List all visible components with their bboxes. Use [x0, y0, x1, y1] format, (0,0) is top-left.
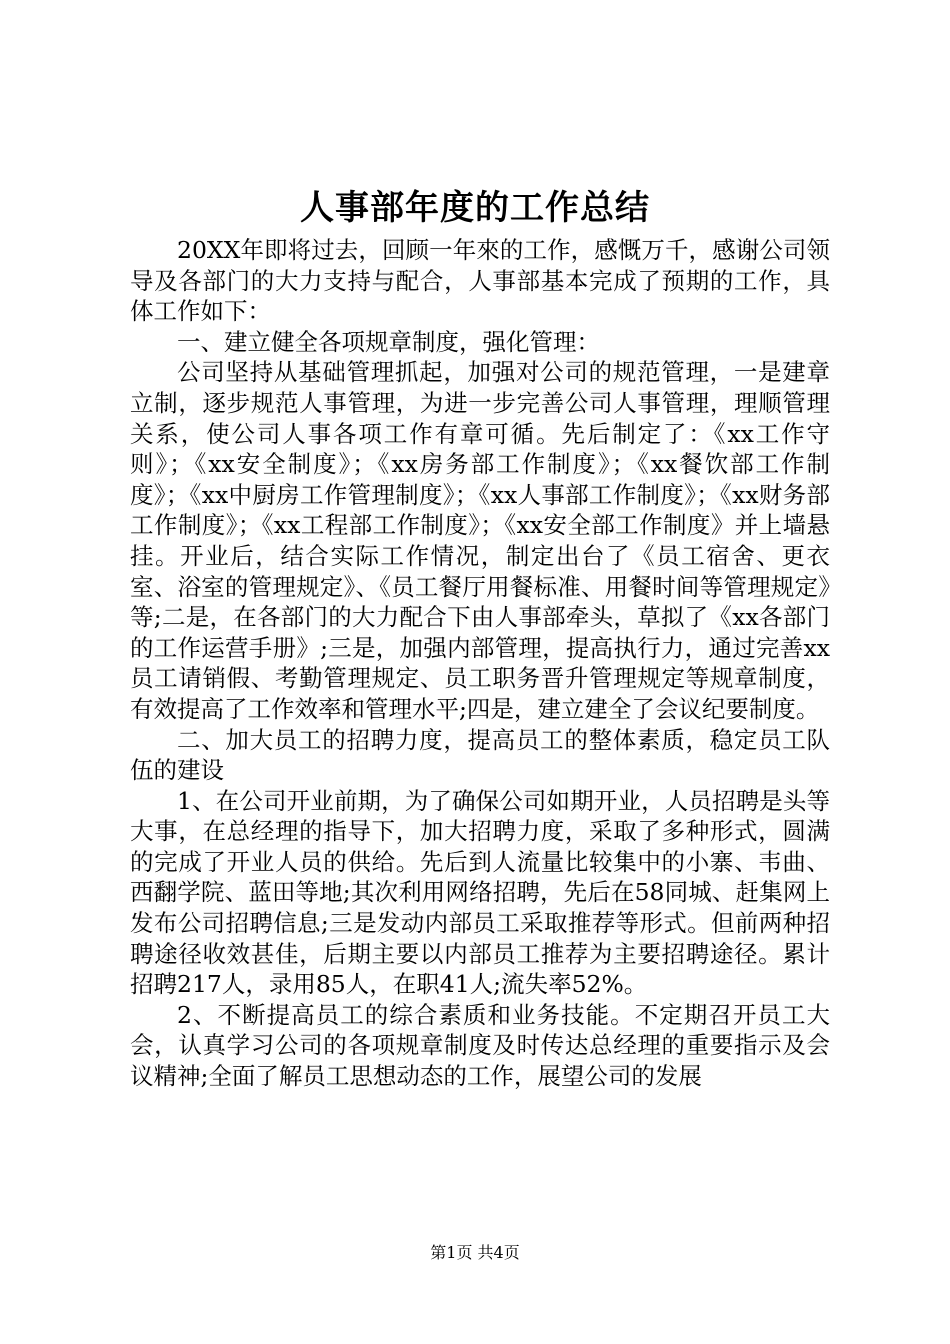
section-heading-1: 一、建立健全各项规章制度，强化管理： — [177, 327, 600, 356]
intro-paragraph: 20XX年即将过去，回顾一年來的工作，感慨万千，感谢公司领导及各部门的大力支持与配合，人事部基本完成了预期的工作，具体工作如下： — [130, 236, 830, 326]
numbered-paragraph: 2、不断提高员工的综合素质和业务技能。不定期召开员工大会，认真学习公司的各项规章制度及时传达总经理的重要指示及会议精神;全面了解员工思想动态的工作，展望公司的发展 — [130, 1000, 830, 1091]
body-paragraph: 公司坚持从基础管理抓起，加强对公司的规范管理，一是建章立制，逐步规范人事管理，为进一步完善公司人事管理，理顺管理关系，使公司人事各项工作有章可循。先后制定了：《xx工作守则》；《xx安全制度》；《xx房务部工作制度》；《xx餐饮部工作制度》；《xx中厨房工作管理制度》；《xx人事部工作制度》；《xx财务部工作制度》；《xx工程部工作制度》；《xx安全部工作制度》并上墙悬挂。开业后，结合实际工作情况，制定出台了《员工宿舍、更衣室、浴室的管理规定》、《员工餐厅用餐标准、用餐时间等管理规定》等;二是，在各部门的大力配合下由人事部牵头，草拟了《xx各部门的工作运营手册》;三是，加强内部管理，提高执行力，通过完善xx员工请销假、考勤管理规定、员工职务晋升管理规定等规章制度，有效提高了工作效率和管理水平;四是，建立建全了会议纪要制度。 — [130, 358, 830, 723]
page-footer: 第1页 共4页 — [430, 1243, 520, 1262]
document-title: 人事部年度的工作总结 — [300, 188, 650, 228]
section-heading-2: 二、加大员工的招聘力度，提高员工的整体素质，稳定员工队伍的建设 — [130, 725, 830, 785]
document-body — [130, 235, 830, 1092]
numbered-paragraph: 1、在公司开业前期，为了确保公司如期开业，人员招聘是头等大事，在总经理的指导下，加大招聘力度，采取了多种形式，圆满的完成了开业人员的供给。先后到人流量比较集中的小寨、韦曲、西翻学院、蓝田等地;其次利用网络招聘，先后在58同城、赶集网上发布公司招聘信息;三是发动内部员工采取推荐等形式。但前两种招聘途径收效甚佳，后期主要以内部员工推荐为主要招聘途径。累计招聘217人，录用85人，在职41人;流失率52%。 — [130, 786, 830, 999]
